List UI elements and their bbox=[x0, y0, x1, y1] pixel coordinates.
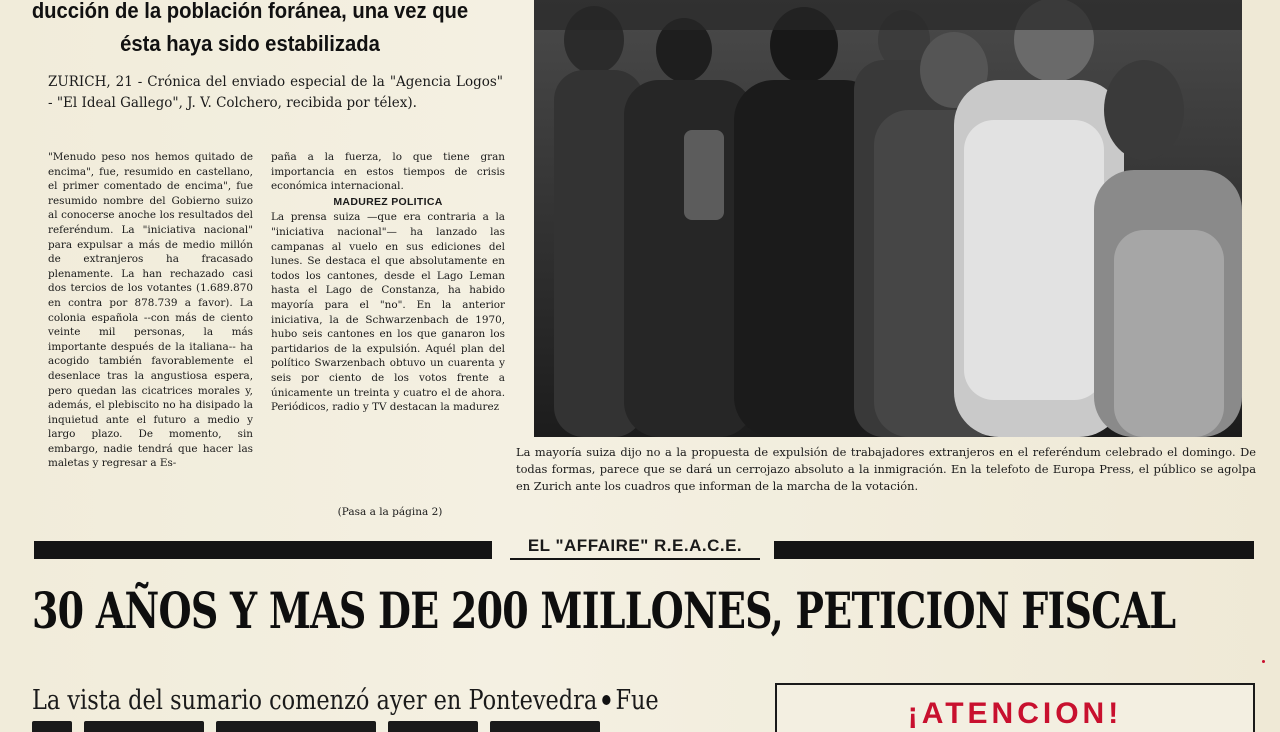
article-column-b bbox=[271, 150, 505, 415]
headline-line-1: ducción de la población foránea, una vez que bbox=[31, 0, 469, 23]
ink-mark bbox=[1262, 660, 1265, 663]
continue-reference: (Pasa a la página 2) bbox=[337, 506, 443, 518]
main-headline: 30 AÑOS Y MAS DE 200 MILLONES, PETICION FISCAL bbox=[32, 581, 1176, 640]
story-lead bbox=[32, 682, 659, 720]
article-dateline: ZURICH, 21 - Crónica del enviado especial de la "Agencia Logos" - "El Ideal Gallego", J. V. Colchero, recibida por télex). bbox=[48, 74, 503, 111]
article-subhead: MADUREZ POLITICA bbox=[333, 195, 443, 208]
announcement-box bbox=[775, 683, 1255, 732]
photo-caption: La mayoría suiza dijo no a la propuesta de expulsión de trabajadores extranjeros en el referéndum celebrado el domingo. De todas formas, parece que se dará un cerrojazo absoluto a la inmigración. En la telefoto de Europa Press, el público se agolpa en Zurich ante los cuadros que informan de la marcha de la votación. bbox=[516, 445, 1256, 494]
column-b-intro: paña a la fuerza, lo que tiene gran importancia en estos tiempos de crisis económica internacional. bbox=[271, 151, 505, 193]
column-b-body: La prensa suiza —que era contraria a la "iniciativa nacional"— ha lanzado las campanas al vuelo en sus ediciones del lunes. Se destaca el que absolutamente en todos los cantones, desde el Lago Leman hasta el Lago de Constanza, ha habido mayoría para el "no". En la anterior iniciativa, la de Schwarzenbach de 1970, hubo seis cantones en los que ganaron los partidarios de la expulsión. Aquél plan del político Swarzenbach obtuvo un cuarenta y seis por ciento de los votos frente a únicamente un treinta y cuatro el de ahora. Periódicos, radio y TV destacan la madurez bbox=[271, 211, 505, 414]
section-rule-left bbox=[34, 541, 492, 559]
article-column-a: "Menudo peso nos hemos quitado de encima", fue, resumido en castellano, el primer comentado de encima", fue resumido nombre del Gobierno suizo al conocerse anoche los resultados del referéndum. La "iniciativa nacional" para expulsar a más de medio millón de extranjeros ha fracasado plenamente. La han rechazado casi dos tercios de los votantes (1.689.870 en contra por 878.739 a favor). La colonia española --con más de ciento veinte mil personas, la más importante después de la italiana-- ha acogido también favorablemente el desenlace tras la angustiosa espera, pero quedan las cicatrices morales y, además, el plebiscito no ha disipado la inquietud ante el futuro a medio y largo plazo. De momento, sin embargo, nadie tendrá que hacer las maletas y regresar a Es- bbox=[48, 151, 253, 470]
story-lead-cutoff-line bbox=[32, 720, 767, 732]
lead-text-2: Fue bbox=[615, 685, 659, 716]
bullet-icon bbox=[602, 695, 610, 705]
article-headline bbox=[20, 0, 480, 60]
announcement-title: ¡ATENCION! bbox=[907, 697, 1123, 730]
section-kicker: EL "AFFAIRE" R.E.A.C.E. bbox=[510, 536, 760, 560]
section-rule-right bbox=[774, 541, 1254, 559]
headline-line-2: ésta haya sido estabilizada bbox=[120, 31, 380, 56]
lead-text-1: La vista del sumario comenzó ayer en Pontevedra bbox=[32, 685, 598, 716]
news-photo bbox=[534, 0, 1242, 437]
